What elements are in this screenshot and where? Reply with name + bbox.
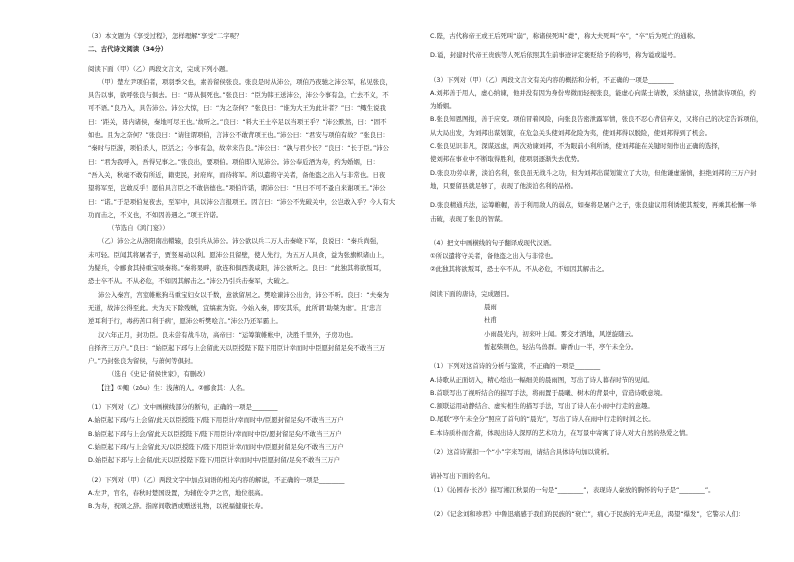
text-line: A.左尹，官名，春秋时楚国设置，为辅佐令尹之官，地位很高。 — [88, 488, 267, 497]
text-line: 阅读下面（甲）（乙）两段文言文，完成下列小题。 — [88, 64, 232, 73]
text-line: 曰：“诺。”于是项伯复夜去，至军中，具以沛公言报项王。因言曰：“沛公不先破关中，公岂敢入乎？今人有大 — [88, 197, 396, 206]
text-line: 二、古代诗文阅读（34分） — [88, 45, 168, 54]
left-column — [88, 30, 408, 513]
text-line: 曰：“君为我呼入，吾得兄事之。”张良出，要项伯。项伯即入见沛公。沛公奉卮酒为寿，约为婚姻，曰： — [88, 157, 379, 166]
text-line: 自择齐三万户。”良曰：“始臣起下邳与上会留此天以臣授陛下陛下用臣计幸而时中臣愿封留足矣不敢当三万 — [88, 343, 386, 352]
text-line: C.张良见识非凡，深谋远虑，两次劝谏刘邦，不为眼前小利所诱，使刘邦能在关键时刻作出正确的选择， — [430, 142, 725, 151]
text-line: （3）下列对（甲）（乙）两段文言文有关内容的概括和分析，不正确的一项是________ — [430, 75, 674, 84]
text-line: （乙）沛公之从洛阳南出轘辕，良引兵从沛公。沛公欲以兵二万人击秦峣下军，良说曰：“秦兵尚强， — [98, 237, 383, 246]
right-column — [430, 30, 790, 521]
text-line: 从大局出发，为刘邦出谋划策，在危急关头使刘邦化险为夷，使刘邦得以脱险，使刘邦得到了机会。 — [430, 128, 712, 137]
text-line: 使刘邦在事业中不断取得胜利，使项羽逐渐失去优势。 — [430, 155, 584, 164]
text-line: ②此独其将欲叛耳，恐士卒不从。不从必危，不如因其解击之。 — [430, 265, 609, 274]
spacer — [430, 459, 790, 470]
text-line: （1）下列对（乙）文中画横线部分的断句，正确的一项是________ — [88, 403, 278, 412]
text-line: 为疑兵，令郦食其持重宝啖秦将。”秦将果畔，欲连和俱西袭咸阳，沛公欲听之。良曰：“此独其将欲叛耳， — [88, 264, 386, 273]
text-line: A.诗歌从正面切入，精心绘出一幅细美的晨雨图，写出了诗人暮春时节的见闻。 — [430, 375, 654, 384]
text-line: 请补写出下面的名句。 — [430, 472, 494, 481]
text-line: 无道，故沛公得至此。夫为天下除残贼，宜缟素为资。今始入秦，即安其乐，此所谓‘助桀为虐’。且‘忠言 — [88, 303, 382, 312]
text-line: B.为寿，祝颂之辞。指席间敬酒或赠送礼物，以祝福健康长寿。 — [88, 502, 267, 511]
text-line: A.始臣起下邳/与上会留/此天以臣授陛下/陛下用臣计/幸而时中/臣愿封留足矣/不敢当三万户 — [88, 416, 344, 425]
text-line: C.始臣起下邳/与上会留此天/以臣授陛下/陛下用臣计幸/而时中/臣愿封留足矣/不敢当三万户 — [88, 442, 344, 451]
text-line: B.始臣起下邳与上会/留此天以臣授陛下/陛下用臣计/幸而时中臣/愿封留足矣/不敢当三万户 — [88, 429, 342, 438]
text-line: （2）这首诗紧扣一个“小”字来写雨，请结合具体诗句加以赏析。 — [430, 448, 614, 457]
text-line: D.尾联“亭午未全分”照应了首句的“晨光”，写出了诗人在雨中行走的时间之长。 — [430, 415, 655, 424]
text-line: B.张良知恩图报，善于应变。项伯冒着风险，向张良告密泄露军情，张良不忍心背信弃义，又将自己的决定告诉项伯， — [430, 115, 763, 124]
text-line: 曰：‘距关，毋内诸侯，秦地可尽王也。’故听之。”良曰：“料大王士卒足以当项王乎？”沛公默然，曰：“固不 — [88, 117, 387, 126]
text-line: 地，只要留县就足够了，表现了他淡泊名利的品格。 — [430, 181, 577, 190]
text-line: 杜甫 — [484, 316, 497, 325]
text-line: 户。”乃封张良为留侯，与萧何等俱封。 — [88, 357, 197, 366]
text-line: C.颔联运用动静结合、虚实相生的描写手法，写出了诗人在小雨中行走的意趣。 — [430, 402, 654, 411]
spacer — [430, 226, 790, 237]
spacer — [430, 63, 790, 74]
text-line: 功而击之，不义也，不如因善遇之。”项王许诺。 — [88, 210, 223, 219]
text-line: 汉六年正月，封功臣。良未尝有战斗功，高帝曰：“运筹策帷帐中，决胜千里外，子房功也。 — [98, 330, 357, 339]
text-line: “秦时与臣游，项伯杀人，臣活之；今事有急，故幸来告良。”沛公曰：“孰与君少长？”良曰：“长于臣。”沛公 — [88, 144, 390, 153]
text-line: 如也。且为之奈何？”张良曰：“请往谓项伯，言沛公不敢背项王也。”沛公曰：“君安与项伯有故？”张良曰： — [88, 131, 389, 140]
text-line: D.始臣起下邳与上会留/此天以臣授陛下陛下/用臣计幸而时中/臣愿封留/足矣不敢当三万户 — [88, 456, 341, 465]
text-line: 为婚姻。 — [430, 102, 456, 111]
text-line: （甲）楚左尹项伯者，项羽季父也，素善留侯张良。张良是时从沛公，项伯乃夜驰之沛公军，私见张良， — [98, 77, 392, 86]
text-line: 阅读下面的唐诗，完成题目。 — [430, 289, 514, 298]
text-line: D.张良精通兵法，运筹帷幄，善于利用敌人的弱点，如秦将是屠户之子，张良建议用利诱使其叛变，再乘其松懈一举 — [430, 201, 757, 210]
text-line: 逆耳利于行，毒药苦口利于病’，愿沛公听樊哙言。”沛公乃还军霸上。 — [88, 317, 282, 326]
text-line: 望将军至，岂敢反乎！愿伯具言臣之不敢倍德也。”项伯许诺，谓沛公曰：“旦日不可不蚤自来谢项王。”沛公 — [88, 184, 386, 193]
text-line: （2）下列对（甲）（乙）两段文字中加点词语的相关内容的解说，不正确的一项是________ — [88, 475, 345, 484]
spacer — [430, 497, 790, 508]
spacer — [430, 277, 790, 288]
text-line: “吾入关，秋毫不敢有所近，籍吏民，封府库，而待将军。所以遣将守关者，备他盗之出入与非常也。日夜 — [88, 170, 386, 179]
text-line: 【注】①鲰（zōu）生：浅薄的人。②郦食其：人名。 — [98, 383, 249, 392]
text-line: （1）下列对这首诗的分析与鉴赏，不正确的一项是________ — [430, 362, 601, 371]
text-line: A.刘邦善于用人，虚心纳谏，他并没有因为身份卑微而轻视张良，能虚心向谋士请教，采纳建议，热情款待项伯，约 — [430, 88, 756, 97]
text-line: 可不语。”良乃入，具告沛公。沛公大惊，曰：“为之奈何？”张良曰：“谁为大王为此计者？”曰：“鲰生说我 — [88, 104, 386, 113]
text-line: 击破，表现了张良的智谋。 — [430, 214, 507, 223]
text-line: 晨雨 — [484, 303, 497, 312]
text-line: 小雨晨光内，初来叶上闻。雾交才洒地，风逆旋随云。 — [484, 329, 638, 338]
text-line: ①所以遣将守关者，备他盗之出入与非常也。 — [430, 252, 558, 261]
text-line: （节选自《鸿门宴》） — [108, 224, 169, 233]
text-line: 暂起柴荆色，轻沾鸟兽群。麝香山一半，亭午未全分。 — [484, 342, 638, 351]
text-line: （3）本文题为《享受过程》，怎样理解“享受”二字呢？ — [88, 32, 243, 40]
text-line: B.首联写出了视听结合的描写手法，将雨置于晨曦、树木的背景中，营造诗歌意境。 — [430, 388, 667, 397]
text-line: （2）《记念刘和珍君》中鲁迅痛感于我们的民族的“衰亡”，痛心于民族的无声无息，渴望“爆发”，它警示人们： — [430, 509, 745, 518]
text-line: 未可轻。臣闻其将屠者子，贾竖易动以利。愿沛公且留壁，使人先行，为五万人具食，益为张旗帜诸山上， — [88, 250, 389, 259]
text-line: D.张良功劳卓著，淡泊名利，张良虽无战斗之功，但为刘邦出谋划策立了大功，但他谦虚谨慎，拒绝刘邦的三万户封 — [430, 168, 757, 177]
text-line: （选自《史记·留侯世家》，有删改） — [108, 370, 210, 379]
text-line: E.本诗质朴而含蓄，体现出诗人深厚的艺术功力，在写景中寄寓了诗人对大自然的热爱之情。 — [430, 428, 692, 437]
text-line: 沛公入秦宫，宫室帷帐狗马重宝妇女以千数，意欲留居之。樊哙谏沛公出舍，沛公不听。良曰：“夫秦为 — [98, 290, 389, 299]
text-line: D.谥，封建时代帝王贵族等人死后依照其生前事迹评定褒贬给予的称号，称为谥或谥号。 — [430, 51, 680, 60]
text-line: （4）把文中画横线的句子翻译成现代汉语。 — [430, 238, 556, 247]
text-line: C.陛，古代称帝王或王后死叫“崩”，称诸侯死叫“薨”，称大夫死叫“卒”，“卒”后为死亡的通称。 — [430, 32, 700, 40]
text-line: 具告以事，欲呼张良与俱去。曰：“毋从俱死也。”张良曰：“臣为韩王送沛公，沛公今事有急，亡去不义，不 — [88, 91, 389, 100]
text-line: （1）《沁园春·长沙》描写湘江秋景的一句是“________”，表现诗人豪放的胸怀的句子是“________”。 — [430, 485, 715, 494]
text-line: 恐士卒不从。不从必危，不如因其解击之。”沛公乃引兵击秦军，大破之。 — [88, 277, 293, 286]
